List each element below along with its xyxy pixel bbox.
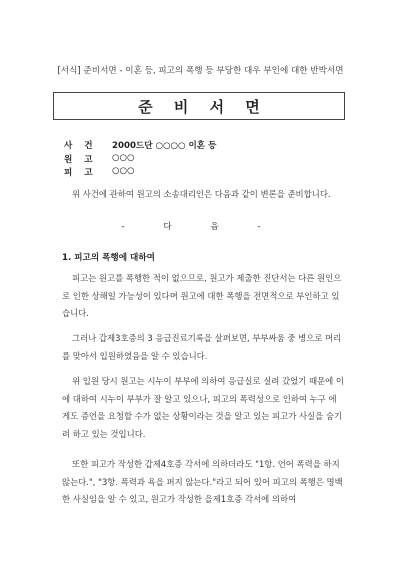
party-value: ○○○ — [112, 153, 135, 163]
separator-da-eum: - 다 음 - — [121, 222, 279, 232]
paragraph-text: 위 입원 당시 원고는 시누이 부부에 의하여 응급실로 실려 갔었기 때문에 이에 대하여 시누이 부부가 잘 알고 있으나, 피고의 폭력성으로 인하여 누구 에게도 증언을 요청할 수가 없는 상황이라는 것을 알고 있는 피고가 사실을 숨기려 하고 있는 것입니다. — [62, 376, 344, 439]
paragraph-text: 피고는 원고를 폭행한 적이 없으므로, 원고가 제출한 진단서는 다른 원인으로 인한 상해일 가능성이 있다며 원고에 대한 폭행을 전면적으로 부인하고 있습니다. — [62, 273, 342, 318]
party-row-case — [64, 139, 216, 151]
paragraph-text: 또한 피고가 작성한 갑제4호증 각서에 의하더라도 "1항. 언어 폭력을 하지 않는다.", "3항. 폭력과 욕을 퍼지 않는다."라고 되어 있어 피고의 폭행은 명백한 사실임을 알 수 있고, 원고가 작성한 을제1호증 각서에 의하여 — [62, 459, 343, 504]
intro-text — [62, 186, 344, 204]
body-paragraph-2 — [62, 330, 344, 365]
body-paragraph-1 — [62, 270, 344, 323]
party-row-plaintiff — [64, 153, 135, 165]
party-label: 피고 — [64, 168, 105, 178]
document-title: 준 비 서 면 — [138, 97, 268, 116]
party-label: 원고 — [64, 155, 105, 165]
party-row-defendant — [64, 166, 135, 178]
section-heading: 1. 피고의 폭행에 대하여 — [62, 253, 155, 263]
party-label: 사건 — [64, 141, 105, 151]
intro-paragraph: 위 사건에 관하여 원고의 소송대리인은 다음과 같이 변론을 준비합니다. — [72, 189, 331, 199]
party-value: 2000드단 ○○○○ 이혼 등 — [112, 141, 217, 151]
body-paragraph-3 — [62, 373, 344, 443]
form-type-header: [서식] 준비서면 - 이혼 등, 피고의 폭행 등 부당한 대우 부인에 대한 반박서면 — [57, 66, 344, 76]
document-title-box — [53, 92, 345, 120]
party-value: ○○○ — [112, 166, 135, 176]
paragraph-text: 그러나 갑제3호증의 3 응급진료기록을 살펴보면, 부부싸움 중 병으로 머리를 맞아서 입원하였음을 알 수 있습니다. — [62, 333, 342, 361]
body-paragraph-4 — [62, 456, 344, 509]
